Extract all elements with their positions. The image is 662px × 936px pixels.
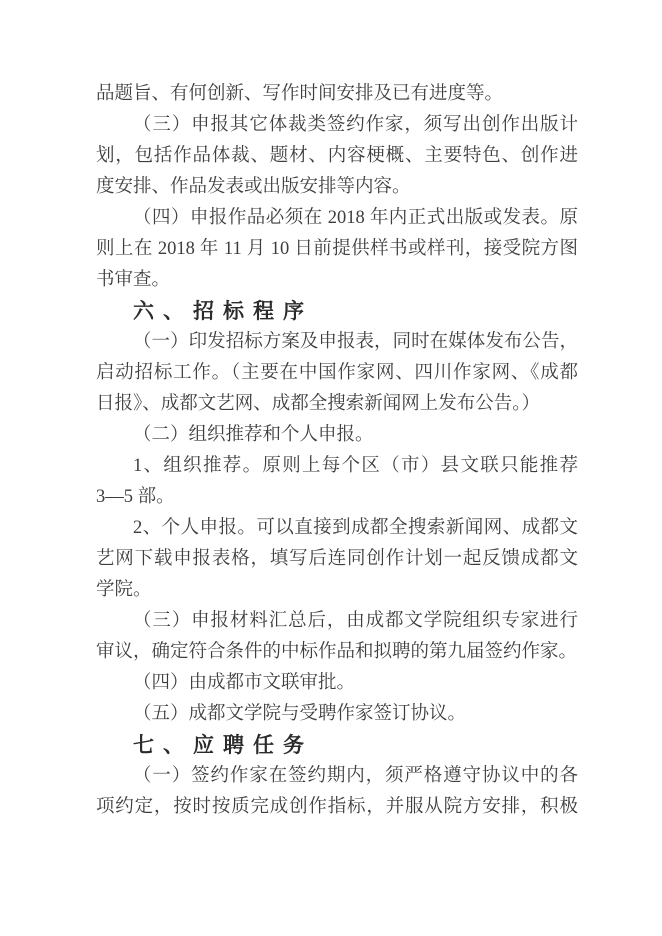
text-line: （一）印发招标方案及申报表，同时在媒体发布公告， <box>133 332 578 352</box>
text-line: （三）申报材料汇总后，由成都文学院组织专家进行 <box>133 611 578 631</box>
text-line: （一）签约作家在签约期内，须严格遵守协议中的各 <box>133 766 578 786</box>
document-lines <box>96 79 578 823</box>
text-line: 启动招标工作。（主要在中国作家网、四川作家网、《成都 <box>96 363 578 383</box>
text-line: 项约定，按时按质完成创作指标，并服从院方安排，积极 <box>96 797 578 817</box>
text-line: （二）组织推荐和个人申报。 <box>133 425 374 445</box>
text-line: （四）申报作品必须在 2018 年内正式出版或发表。原 <box>133 208 578 228</box>
text-line: （三）申报其它体裁类签约作家，须写出创作出版计 <box>133 115 578 135</box>
text-line: 书审查。 <box>96 270 171 290</box>
text-line: 艺网下载申报表格，填写后连同创作计划一起反馈成都文 <box>96 549 578 569</box>
section-heading: 七、应聘任务 <box>133 734 313 757</box>
text-line: 划，包括作品体裁、题材、内容梗概、主要特色、创作进 <box>96 146 578 166</box>
text-line: 则上在 2018 年 11 月 10 日前提供样书或样刊，接受院方图 <box>96 239 578 259</box>
text-line: 3—5 部。 <box>96 487 175 507</box>
text-line: 1、组织推荐。原则上每个区（市）县文联只能推荐 <box>133 456 578 476</box>
text-line: 品题旨、有何创新、写作时间安排及已有进度等。 <box>96 84 504 104</box>
text-line: （四）由成都市文联审批。 <box>133 673 356 693</box>
text-line: 学院。 <box>96 580 152 600</box>
text-line: 审议，确定符合条件的中标作品和拟聘的第九届签约作家。 <box>96 642 578 662</box>
text-line: （五）成都文学院与受聘作家签订协议。 <box>133 704 467 724</box>
text-line: 2、个人申报。可以直接到成都全搜索新闻网、成都文 <box>133 518 578 538</box>
text-line: 日报》、成都文艺网、成都全搜索新闻网上发布公告。） <box>96 394 541 414</box>
section-heading: 六、招标程序 <box>133 300 313 323</box>
text-line: 度安排、作品发表或出版安排等内容。 <box>96 177 411 197</box>
